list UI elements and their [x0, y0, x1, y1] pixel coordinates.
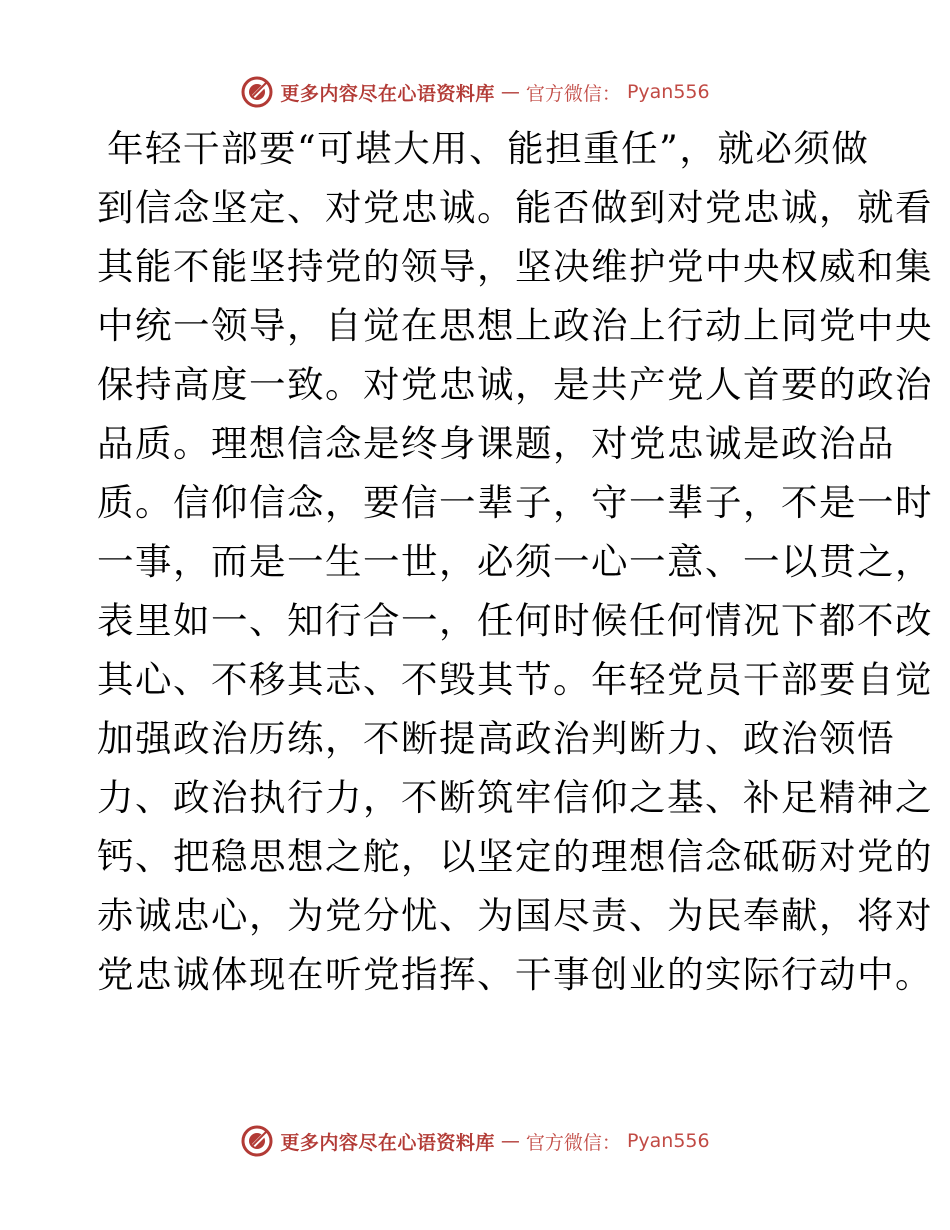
header-watermark-lead: 更多内容尽在心语资料库 — [280, 82, 495, 105]
header-watermark-label: 官方微信： — [525, 82, 621, 105]
text-line: 年轻干部要“可堪大用、能担重任”，就必须做 — [107, 127, 870, 170]
text-line: 党忠诚体现在听党指挥、干事创业的实际行动中。 — [97, 953, 933, 996]
text-line: 到信念坚定、对党忠诚。能否做到对党忠诚，就看 — [97, 186, 933, 229]
text-line: 其能不能坚持党的领导，坚决维护党中央权威和集 — [97, 245, 933, 288]
text-line: 保持高度一致。对党忠诚，是共产党人首要的政治 — [97, 363, 933, 406]
text-line: 钙、把稳思想之舵，以坚定的理想信念砥砺对党的 — [97, 835, 933, 878]
brand-logo-icon — [240, 75, 274, 109]
text-line: 一事，而是一生一世，必须一心一意、一以贯之， — [97, 540, 933, 583]
text-line: 品质。理想信念是终身课题，对党忠诚是政治品 — [97, 422, 895, 465]
text-line: 力、政治执行力，不断筑牢信仰之基、补足精神之 — [97, 776, 933, 819]
text-line: 其心、不移其志、不毁其节。年轻党员干部要自觉 — [97, 658, 933, 701]
text-line: 加强政治历练，不断提高政治判断力、政治领悟 — [97, 717, 895, 760]
footer-watermark-wechat-id: Pyan556 — [626, 1130, 710, 1152]
brand-logo-icon — [240, 1124, 274, 1158]
footer-watermark-lead: 更多内容尽在心语资料库 — [280, 1131, 495, 1154]
text-line: 赤诚忠心，为党分忧、为国尽责、为民奉献，将对 — [97, 894, 933, 937]
text-line: 中统一领导，自觉在思想上政治上行动上同党中央 — [97, 304, 933, 347]
header-watermark — [0, 75, 950, 109]
footer-watermark-label: 官方微信： — [525, 1131, 621, 1154]
footer-watermark — [0, 1124, 950, 1158]
document-body — [97, 126, 933, 1011]
header-watermark-wechat-id: Pyan556 — [626, 81, 710, 103]
text-line: 质。信仰信念，要信一辈子，守一辈子，不是一时 — [97, 481, 933, 524]
header-watermark-separator: — — [500, 81, 520, 103]
footer-watermark-separator: — — [500, 1130, 520, 1152]
text-line: 表里如一、知行合一，任何时候任何情况下都不改 — [97, 599, 933, 642]
